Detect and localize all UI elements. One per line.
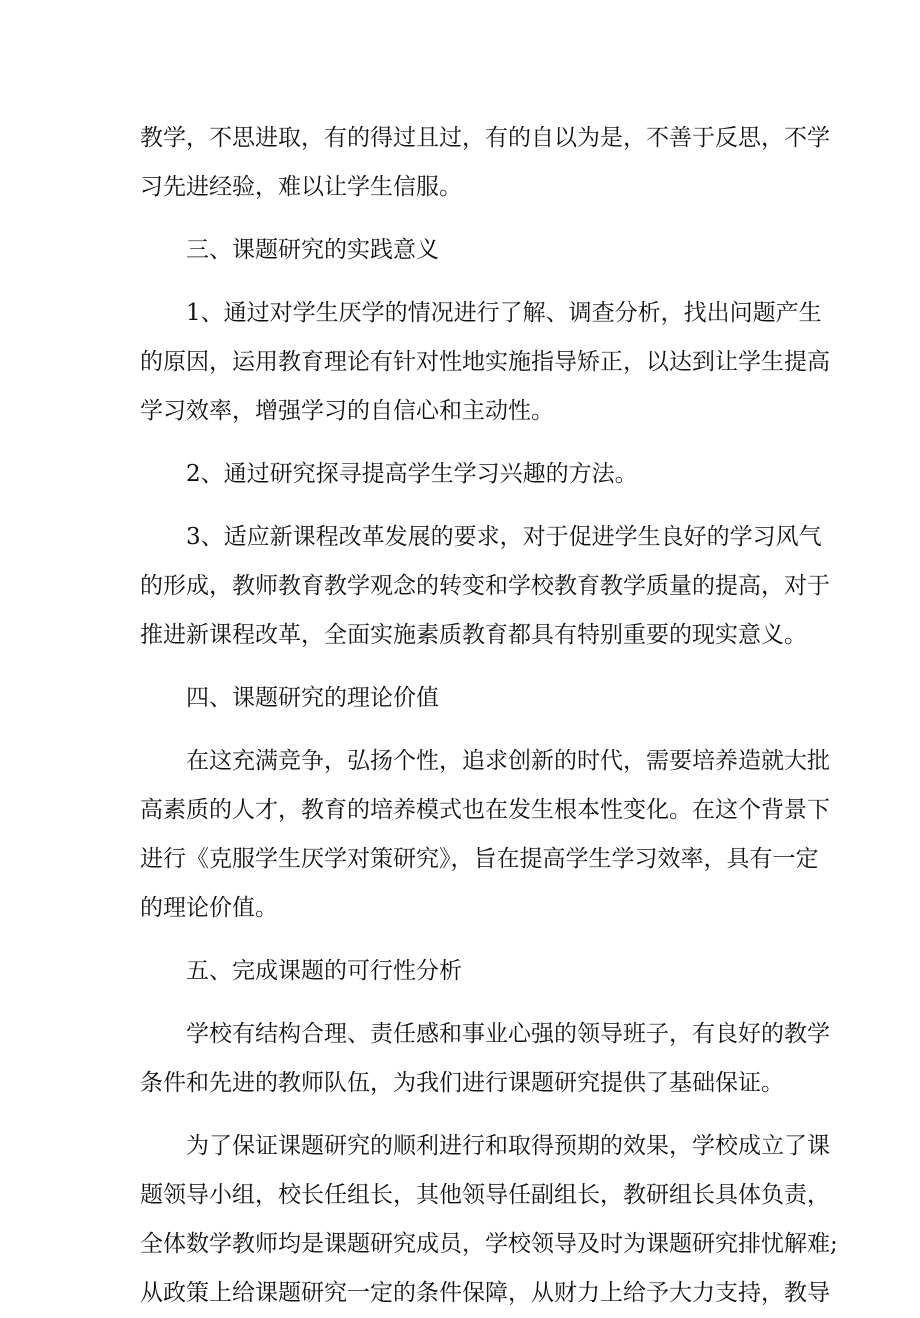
paragraph-item-2 — [140, 450, 780, 499]
text-line: 题领导小组，校长任组长，其他领导任副组长，教研组长具体负责， — [140, 1182, 830, 1208]
text-line: 学习效率，增强学习的自信心和主动性。 — [140, 398, 554, 424]
text-line: 的理论价值。 — [140, 895, 278, 921]
text-line: 学校有结构合理、责任感和事业心强的领导班子，有良好的教学 — [186, 1021, 830, 1047]
text-line: 的形成，教师教育教学观念的转变和学校教育教学质量的提高，对于 — [140, 573, 830, 599]
text-line: 推进新课程改革，全面实施素质教育都具有特别重要的现实意义。 — [140, 622, 807, 648]
text-line: 从政策上给课题研究一定的条件保障，从财力上给予大力支持，教导 — [140, 1280, 830, 1306]
text-line: 全体数学教师均是课题研究成员，学校领导及时为课题研究排忧解难; — [140, 1231, 838, 1257]
document-body — [140, 114, 838, 1318]
text-line: 高素质的人才，教育的培养模式也在发生根本性变化。在这个背景下 — [140, 797, 830, 823]
section-heading-5 — [140, 947, 780, 996]
text-line: 2、通过研究探寻提高学生学习兴趣的方法。 — [186, 461, 638, 487]
text-line: 教学，不思进取，有的得过且过，有的自以为是，不善于反思，不学 — [140, 125, 830, 151]
paragraph-research-group — [140, 1122, 838, 1318]
text-line: 1、通过对学生厌学的情况进行了解、调查分析，找出问题产生 — [186, 300, 822, 326]
paragraph-theory-value — [140, 737, 830, 933]
heading-line: 五、完成课题的可行性分析 — [186, 958, 462, 984]
text-line: 的原因，运用教育理论有针对性地实施指导矫正，以达到让学生提高 — [140, 349, 830, 375]
paragraph-item-1 — [140, 289, 830, 436]
text-line: 进行《克服学生厌学对策研究》，旨在提高学生学习效率，具有一定 — [140, 846, 819, 872]
text-line: 为了保证课题研究的顺利进行和取得预期的效果，学校成立了课 — [186, 1133, 830, 1159]
text-line: 习先进经验，难以让学生信服。 — [140, 174, 462, 200]
text-line: 在这充满竞争，弘扬个性，追求创新的时代，需要培养造就大批 — [186, 748, 830, 774]
heading-line: 四、课题研究的理论价值 — [186, 685, 439, 711]
section-heading-4 — [140, 674, 780, 723]
section-heading-3 — [140, 226, 780, 275]
heading-line: 三、课题研究的实践意义 — [186, 237, 439, 263]
paragraph-continued — [140, 114, 830, 212]
text-line: 条件和先进的教师队伍，为我们进行课题研究提供了基础保证。 — [140, 1070, 784, 1096]
text-line: 3、适应新课程改革发展的要求，对于促进学生良好的学习风气 — [186, 524, 822, 550]
paragraph-leadership — [140, 1010, 830, 1108]
paragraph-item-3 — [140, 513, 830, 660]
